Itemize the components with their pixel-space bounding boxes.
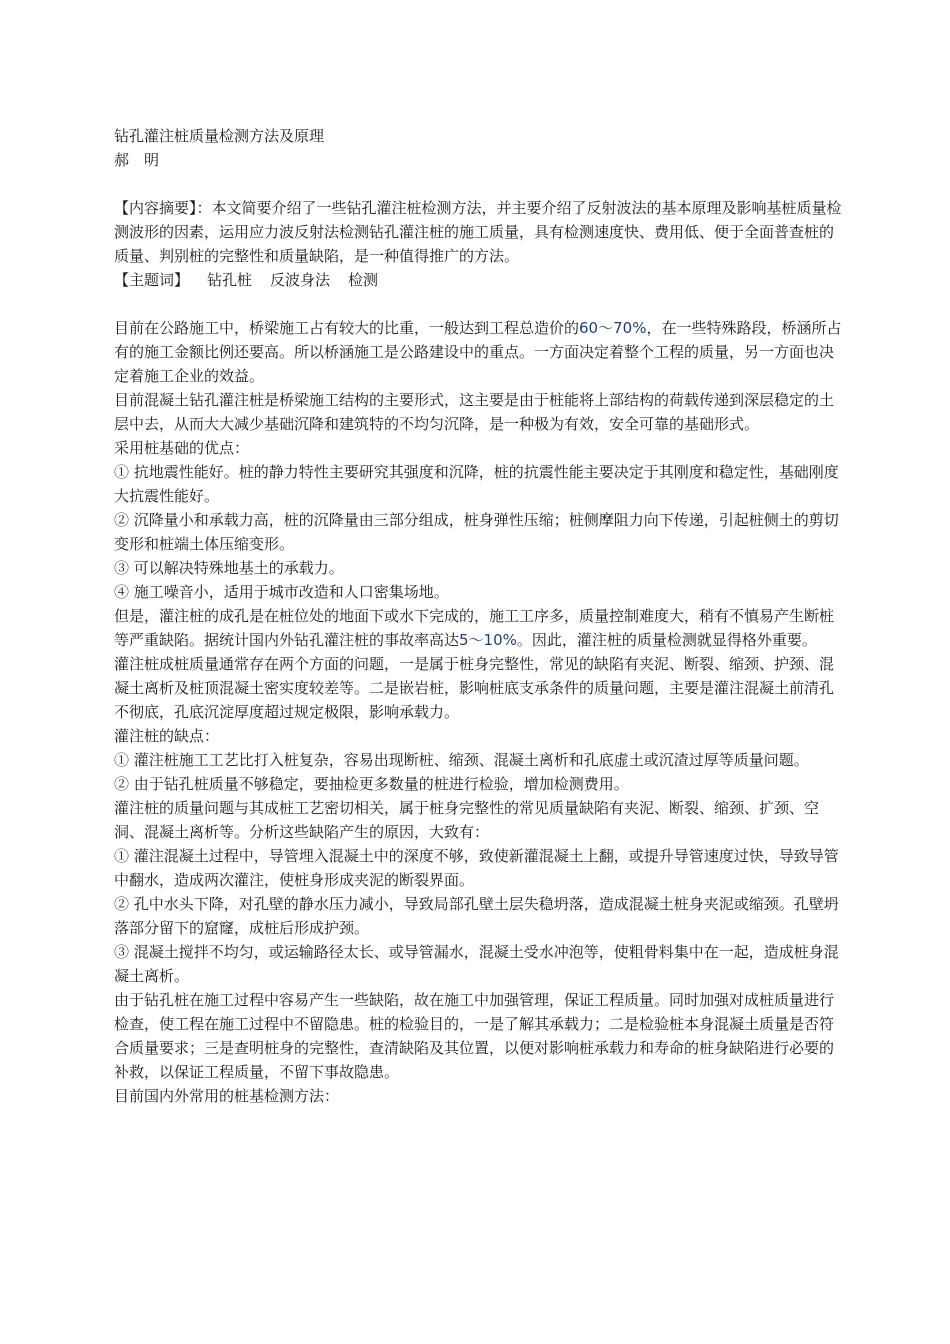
- paragraph-intro: [114, 316, 846, 388]
- paragraph-defect-causes: 灌注桩的质量问题与其成桩工艺密切相关，属于桩身完整性的常见质量缺陷有夹泥、断裂、缩颈、扩颈、空洞、混凝土离析等。分析这些缺陷产生的原因，大致有：: [114, 799, 820, 841]
- paragraph-text: ，在一些特殊路段，桥涵所占有的施工金额比例还要高。所以桥涵施工是公路建设中的重点。一方面决定着整个工程的质量，另一方面也决定着施工企业的效益。: [114, 319, 842, 385]
- disadvantage-item-1: ① 灌注桩施工工艺比打入桩复杂，容易出现断桩、缩颈、混凝土离析和孔底虚土或沉渣过厚等质量问题。: [114, 751, 809, 769]
- abstract-text: ：本文简要介绍了一些钻孔灌注桩检测方法，并主要介绍了反射波法的基本原理及影响基桩质量检测波形的因素，运用应力波反射法检测钻孔灌注桩的施工质量，具有检测速度快、费用低、便于全面普查桩的质量、判别桩的完整性和质量缺陷，是一种值得推广的方法。: [114, 199, 842, 265]
- advantage-item-4: ④ 施工噪音小，适用于城市改造和人口密集场地。: [114, 583, 449, 601]
- cause-item-2: ② 孔中水头下降，对孔壁的静水压力减小，导致局部孔壁土层失稳坍落，造成混凝土桩身夹泥或缩颈。孔壁坍落部分留下的窟窿，成桩后形成护颈。: [114, 895, 839, 937]
- paragraph-disadvantages-heading: 灌注桩的缺点：: [114, 727, 220, 745]
- disadvantage-item-2: ② 由于钻孔桩质量不够稳定，要抽检更多数量的桩进行检验，增加检测费用。: [114, 775, 629, 793]
- cause-item-3: ③ 混凝土搅拌不均匀，或运输路径太长、或导管漏水，混凝土受水冲泡等，使粗骨料集中在一起，造成桩身混凝土离析。: [114, 943, 839, 985]
- advantage-item-2: ② 沉降量小和承载力高，桩的沉降量由三部分组成，桩身弹性压缩；桩侧摩阻力向下传递，引起桩侧土的剪切变形和桩端土体压缩变形。: [114, 511, 839, 553]
- advantage-item-1: ① 抗地震性能好。桩的静力特性主要研究其强度和沉降，桩的抗震性能主要决定于其刚度和稳定性，基础刚度大抗震性能好。: [114, 463, 839, 505]
- cause-item-1: ① 灌注混凝土过程中，导管埋入混凝土中的深度不够，致使新灌混凝土上翻，或提升导管速度过快，导致导管中翻水，造成两次灌注，使桩身形成夹泥的断裂界面。: [114, 847, 839, 889]
- keywords-label: 【主题词】: [114, 271, 190, 289]
- percentage-value: 60～70%: [579, 319, 647, 337]
- keyword-3: 检测: [348, 271, 379, 289]
- paragraph-advantages-heading: 采用桩基础的优点：: [114, 439, 250, 457]
- paragraph-text: 目前在公路施工中，桥梁施工占有较大的比重，一般达到工程总造价的: [114, 319, 580, 337]
- paragraph-inspection-purpose: 由于钻孔桩在施工过程中容易产生一些缺陷，故在施工中加强管理，保证工程质量。同时加强对成桩质量进行检查，使工程在施工过程中不留隐患。桩的检验目的，一是了解其承载力；二是检验桩本身混凝土质量是否符合质量要求；三是查明桩身的完整性，查清缺陷及其位置，以便对影响桩承载力和寿命的桩身缺陷进行必要的补救，以保证工程质量，不留下事故隐患。: [114, 991, 835, 1081]
- keyword-2: 反波身法: [270, 271, 331, 289]
- paragraph-accident-rate: [114, 604, 846, 652]
- keywords-line: [114, 268, 846, 292]
- spacer: [114, 172, 846, 196]
- document-body: [114, 124, 846, 1108]
- spacer: [114, 292, 846, 316]
- paragraph-pile-form: 目前混凝土钻孔灌注桩是桥梁施工结构的主要形式，这主要是由于桩能将上部结构的荷载传递到深层稳定的土层中去，从而大大减少基础沉降和建筑特的不均匀沉降，是一种极为有效，安全可靠的基础形式。: [114, 391, 835, 433]
- percentage-value: 5～10%: [459, 631, 517, 649]
- keyword-1: 钻孔桩: [207, 271, 253, 289]
- paragraph-quality-problems: 灌注桩成桩质量通常存在两个方面的问题，一是属于桩身完整性，常见的缺陷有夹泥、断裂、缩颈、护颈、混凝土离析及桩顶混凝土密实度较差等。二是嵌岩桩，影响桩底支承条件的质量问题，主要是灌注混凝土前清孔不彻底，孔底沉淀厚度超过规定极限，影响承载力。: [114, 655, 835, 721]
- paragraph-text: 但是，灌注桩的成孔是在桩位处的地面下或水下完成的，施工工序多，质量控制难度大，稍有不慎易产生断桩等严重缺陷。据统计国内外钻孔灌注桩的事故率高达: [114, 607, 835, 649]
- abstract-label: 【内容摘要】: [114, 199, 197, 217]
- document-title: 钻孔灌注桩质量检测方法及原理: [114, 127, 325, 145]
- paragraph-methods-heading: 目前国内外常用的桩基检测方法：: [114, 1087, 340, 1105]
- document-author: 郝 明: [114, 151, 160, 169]
- advantage-item-3: ③ 可以解决特殊地基土的承载力。: [114, 559, 344, 577]
- abstract-paragraph: [114, 196, 846, 268]
- paragraph-text: 。因此，灌注桩的质量检测就显得格外重要。: [516, 631, 817, 649]
